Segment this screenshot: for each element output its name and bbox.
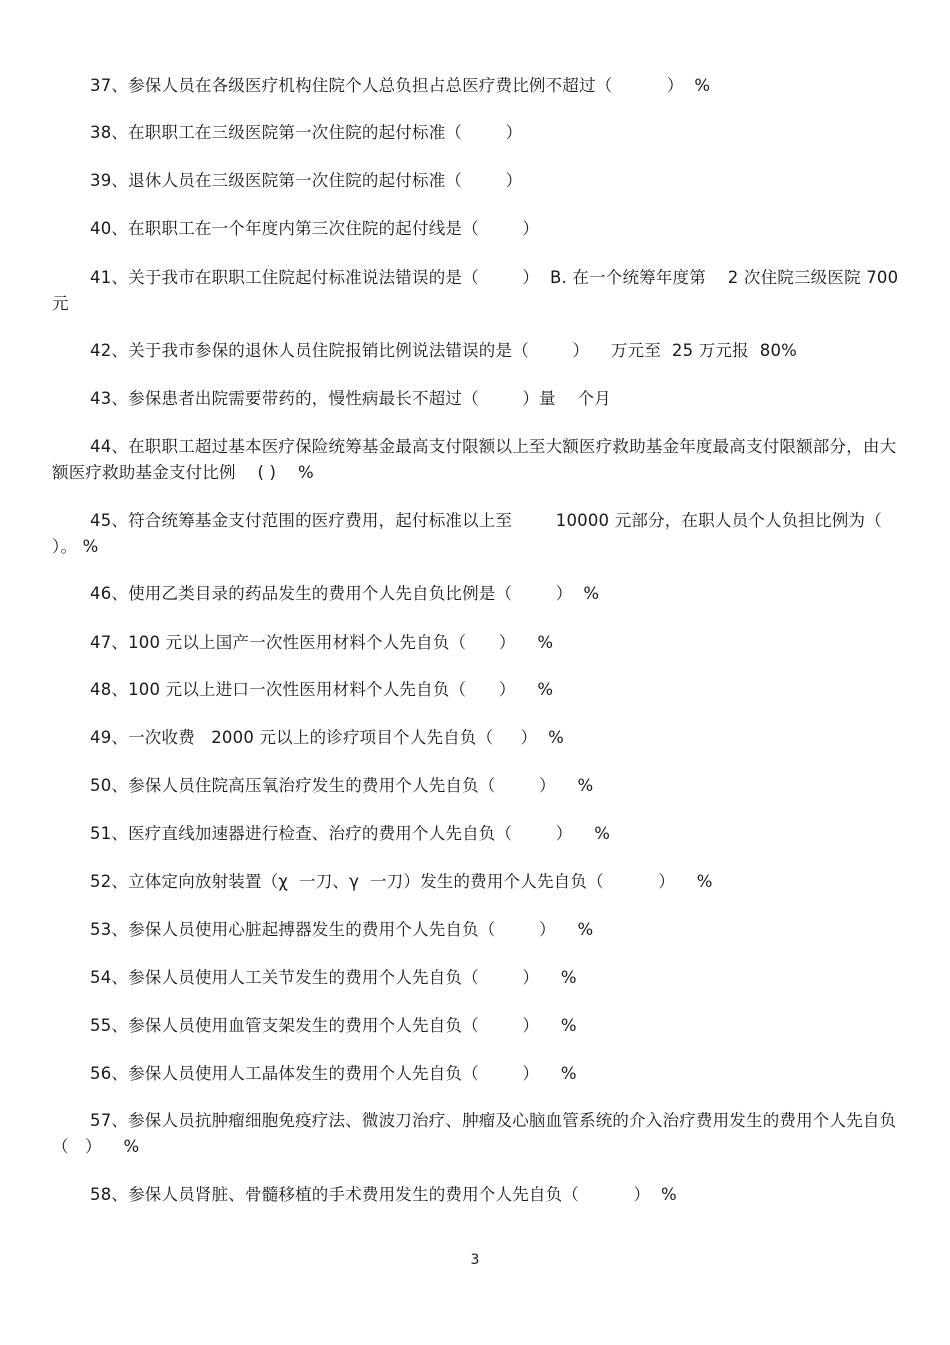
- question-50: 50、参保人员住院高压氧治疗发生的费用个人先自负（ ） %: [90, 776, 594, 795]
- question-47: 47、100 元以上国产一次性医用材料个人先自负（ ） %: [90, 633, 554, 652]
- question-53: 53、参保人员使用心脏起搏器发生的费用个人先自负（ ） %: [90, 920, 594, 939]
- question-51: 51、医疗直线加速器进行检查、治疗的费用个人先自负（ ） %: [90, 824, 611, 843]
- question-48: 48、100 元以上进口一次性医用材料个人先自负（ ） %: [90, 680, 554, 699]
- question-41: 41、关于我市在职职工住院起付标准说法错误的是（ ） B. 在一个统筹年度第 2 次住院三级医院 700 元: [52, 268, 904, 313]
- question-42: 42、关于我市参保的退休人员住院报销比例说法错误的是（ ） 万元至 25 万元报 80%: [90, 341, 798, 360]
- question-37: 37、参保人员在各级医疗机构住院个人总负担占总医疗费比例不超过（ ） %: [90, 76, 711, 95]
- question-56: 56、参保人员使用人工晶体发生的费用个人先自负（ ） %: [90, 1064, 577, 1083]
- question-49: 49、一次收费 2000 元以上的诊疗项目个人先自负（ ） %: [90, 728, 564, 747]
- question-54: 54、参保人员使用人工关节发生的费用个人先自负（ ） %: [90, 968, 577, 987]
- question-43: 43、参保患者出院需要带药的，慢性病最长不超过（ ）量 个月: [90, 389, 611, 408]
- question-39: 39、退休人员在三级医院第一次住院的起付标准（ ）: [90, 171, 523, 190]
- question-52: 52、立体定向放射装置（χ 一刀、γ 一刀）发生的费用个人先自负（ ） %: [90, 872, 713, 891]
- question-44: 44、在职职工超过基本医疗保险统筹基金最高支付限额以上至大额医疗救助基金年度最高支付限额部分，由大额医疗救助基金支付比例 ( ) %: [52, 437, 897, 482]
- page-number: 3: [470, 1252, 480, 1268]
- question-38: 38、在职职工在三级医院第一次住院的起付标准（ ）: [90, 123, 523, 142]
- question-40: 40、在职职工在一个年度内第三次住院的起付线是（ ）: [90, 219, 540, 238]
- question-55: 55、参保人员使用血管支架发生的费用个人先自负（ ） %: [90, 1016, 577, 1035]
- question-46: 46、使用乙类目录的药品发生的费用个人先自负比例是（ ） %: [90, 584, 600, 603]
- question-57: 57、参保人员抗肿瘤细胞免疫疗法、微波刀治疗、肿瘤及心脑血管系统的介入治疗费用发生的费用个人先自负（ ） %: [52, 1111, 897, 1156]
- question-58: 58、参保人员肾脏、骨髓移植的手术费用发生的费用个人先自负（ ） %: [90, 1185, 677, 1204]
- question-45: 45、符合统筹基金支付范围的医疗费用，起付标准以上至 10000 元部分，在职人员个人负担比例为（ ）。 %: [52, 511, 893, 556]
